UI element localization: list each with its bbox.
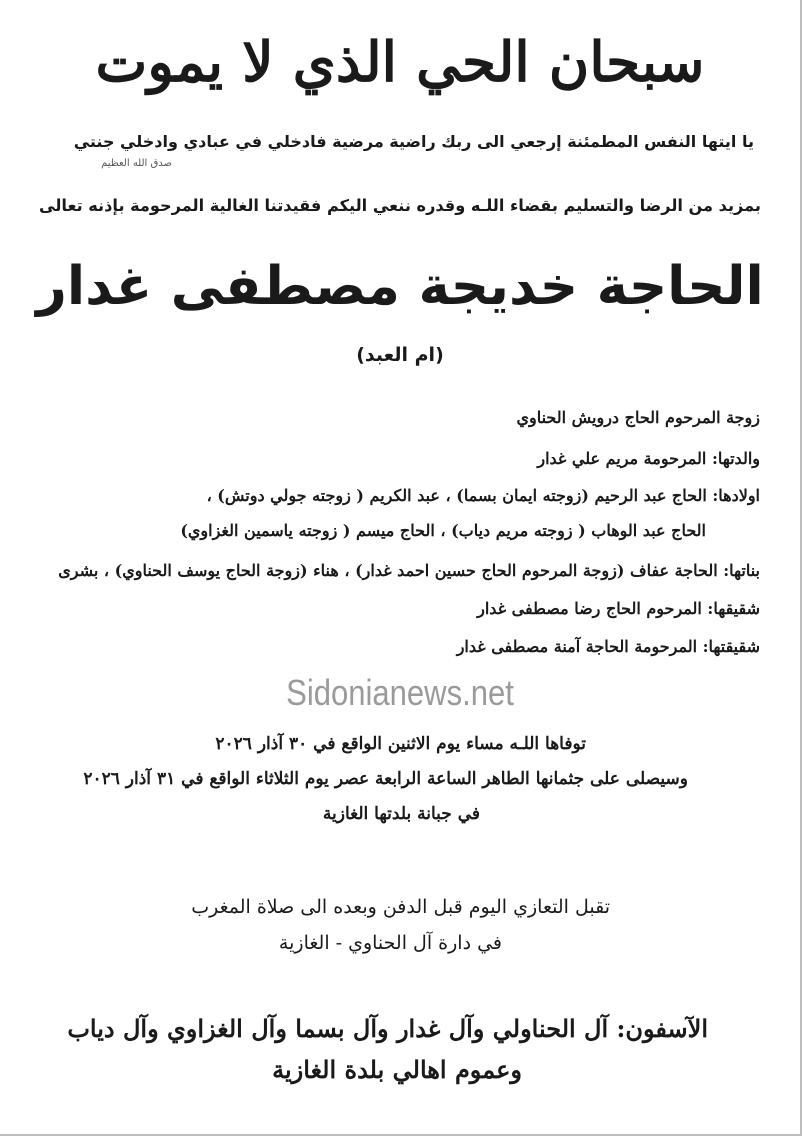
announcement-intro: بمزيد من الرضا والتسليم بقضاء اللـه وقدره ننعي اليكم فقيدتنا الغالية المرحومة بإذنه تعالى [39, 196, 761, 215]
mourning-families: الآسفون: آل الحناولي وآل غدار وآل بسما وآل الغزاوي وآل دياب [67, 1014, 708, 1043]
condolences-time: تقبل التعازي اليوم قبل الدفن وبعده الى صلاة المغرب [191, 896, 610, 918]
family-line-mother: والدتها: المرحومة مريم علي غدار [537, 449, 760, 468]
calligraphy-heading: سبحان الحي الذي لا يموت [95, 29, 705, 94]
verse-attribution: صدق الله العظيم [101, 158, 172, 169]
family-line-sons-1: اولادها: الحاج عبد الرحيم (زوجته ايمان بسما) ، عبد الكريم ( زوجته جولي دوتش) ، [206, 486, 760, 505]
site-watermark: Sidonianews.net [286, 672, 514, 713]
family-line-daughters: بناتها: الحاجة عفاف (زوجة المرحوم الحاج حسين احمد غدار) ، هناء (زوجة الحاج يوسف الحناوي) ، بشرى [58, 561, 760, 580]
quran-verse: يا ايتها النفس المطمئنة إرجعي الى ربك راضية مرضية فادخلي في عبادي وادخلي جنتي [73, 132, 754, 151]
death-notice: توفاها اللـه مساء يوم الاثنين الواقع في ٣٠ آذار ٢٠٢٦ [215, 734, 586, 754]
family-line-husband: زوجة المرحوم الحاج درويش الحناوي [516, 408, 760, 427]
deceased-nickname: (ام العبد) [356, 344, 444, 366]
condolences-place: في دارة آل الحناوي - الغازية [278, 932, 502, 954]
mourning-town: وعموم اهالي بلدة الغازية [272, 1055, 522, 1084]
family-line-brother: شقيقها: المرحوم الحاج رضا مصطفى غدار [477, 599, 760, 618]
funeral-prayer: وسيصلى على جثمانها الطاهر الساعة الرابعة عصر يوم الثلاثاء الواقع في ٣١ آذار ٢٠٢٦ [83, 769, 688, 789]
deceased-name: الحاجة خديجة مصطفى غدار [36, 255, 764, 317]
family-line-sister: شقيقتها: المرحومة الحاجة آمنة مصطفى غدار [456, 637, 760, 656]
burial-place: في جبانة بلدتها الغازية [322, 804, 480, 824]
family-line-sons-2: الحاج عبد الوهاب ( زوجته مريم دياب) ، الحاج ميسم ( زوجته ياسمين الغزاوي) [180, 521, 706, 540]
